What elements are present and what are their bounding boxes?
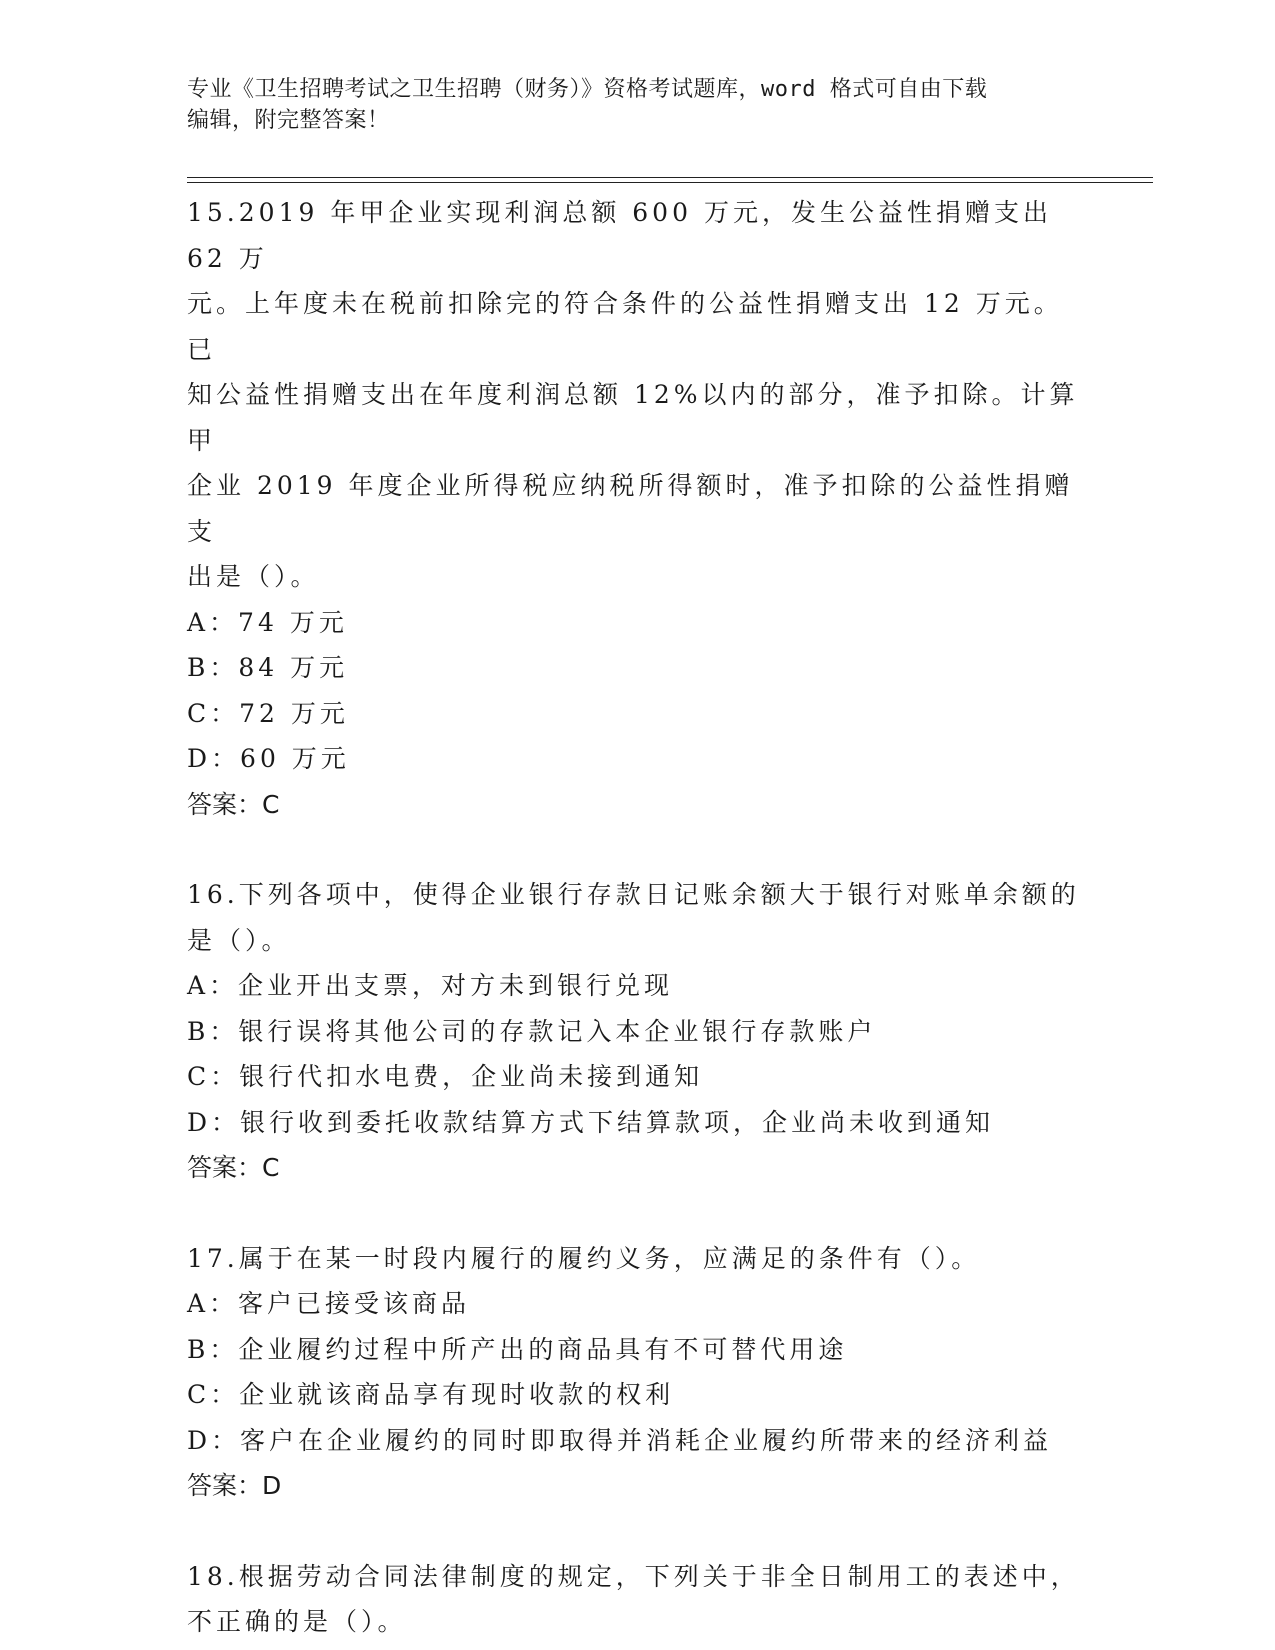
- question-stem-line: 15.2019 年甲企业实现利润总额 600 万元，发生公益性捐赠支出 62 万: [187, 198, 1052, 273]
- question-stem-line: 企业 2019 年度企业所得税应纳税所得额时，准予扣除的公益性捐赠支: [187, 471, 1074, 546]
- header-divider-top: [187, 177, 1153, 178]
- header-divider-bottom: [187, 182, 1153, 183]
- header-line-1: 专业《卫生招聘考试之卫生招聘（财务）》资格考试题库，word 格式可自由下载: [187, 77, 988, 102]
- option-b: B：84 万元: [187, 653, 349, 682]
- question-stem-line: 不正确的是（）。: [187, 1607, 407, 1636]
- option-d: D：60 万元: [187, 744, 350, 773]
- question-stem-line: 出是（）。: [187, 562, 320, 591]
- question-stem-line: 知公益性捐赠支出在年度利润总额 12%以内的部分，准予扣除。计算甲: [187, 380, 1079, 455]
- option-a: A：企业开出支票，对方未到银行兑现: [187, 971, 674, 1000]
- question-stem-line: 18.根据劳动合同法律制度的规定，下列关于非全日制用工的表述中，: [187, 1561, 1080, 1591]
- option-c: C：企业就该商品享有现时收款的权利: [187, 1380, 675, 1409]
- question-stem-line: 16.下列各项中，使得企业银行存款日记账余额大于银行对账单余额的: [187, 880, 1080, 909]
- option-c: C：银行代扣水电费，企业尚未接到通知: [187, 1062, 704, 1091]
- option-d: D：银行收到委托收款结算方式下结算款项，企业尚未收到通知: [187, 1107, 995, 1137]
- question-stem-line: 是（）。: [187, 925, 291, 955]
- question-stem-line: 元。上年度未在税前扣除完的符合条件的公益性捐赠支出 12 万元。已: [187, 289, 1063, 364]
- option-a: A：客户已接受该商品: [187, 1289, 471, 1318]
- option-c: C：72 万元: [187, 698, 349, 728]
- question-17: [187, 1236, 1087, 1509]
- option-d: D：客户在企业履约的同时即取得并消耗企业履约所带来的经济利益: [187, 1425, 1053, 1455]
- answer: 答案：C: [187, 789, 280, 819]
- answer: 答案：D: [187, 1471, 282, 1500]
- question-18: [187, 1554, 1087, 1645]
- option-a: A：74 万元: [187, 607, 348, 637]
- answer: 答案：C: [187, 1153, 280, 1182]
- question-spacer: [187, 1509, 1087, 1554]
- question-list: [187, 190, 1087, 1645]
- option-b: B：企业履约过程中所产出的商品具有不可替代用途: [187, 1334, 848, 1364]
- question-16: [187, 872, 1087, 1191]
- header-line-2: 编辑，附完整答案！: [187, 108, 390, 133]
- question-spacer: [187, 1191, 1087, 1236]
- document-header: [187, 74, 1087, 136]
- question-spacer: [187, 827, 1087, 872]
- question-15: [187, 190, 1087, 827]
- option-b: B：银行误将其他公司的存款记入本企业银行存款账户: [187, 1016, 877, 1046]
- question-stem-line: 17.属于在某一时段内履行的履约义务，应满足的条件有（）。: [187, 1243, 981, 1273]
